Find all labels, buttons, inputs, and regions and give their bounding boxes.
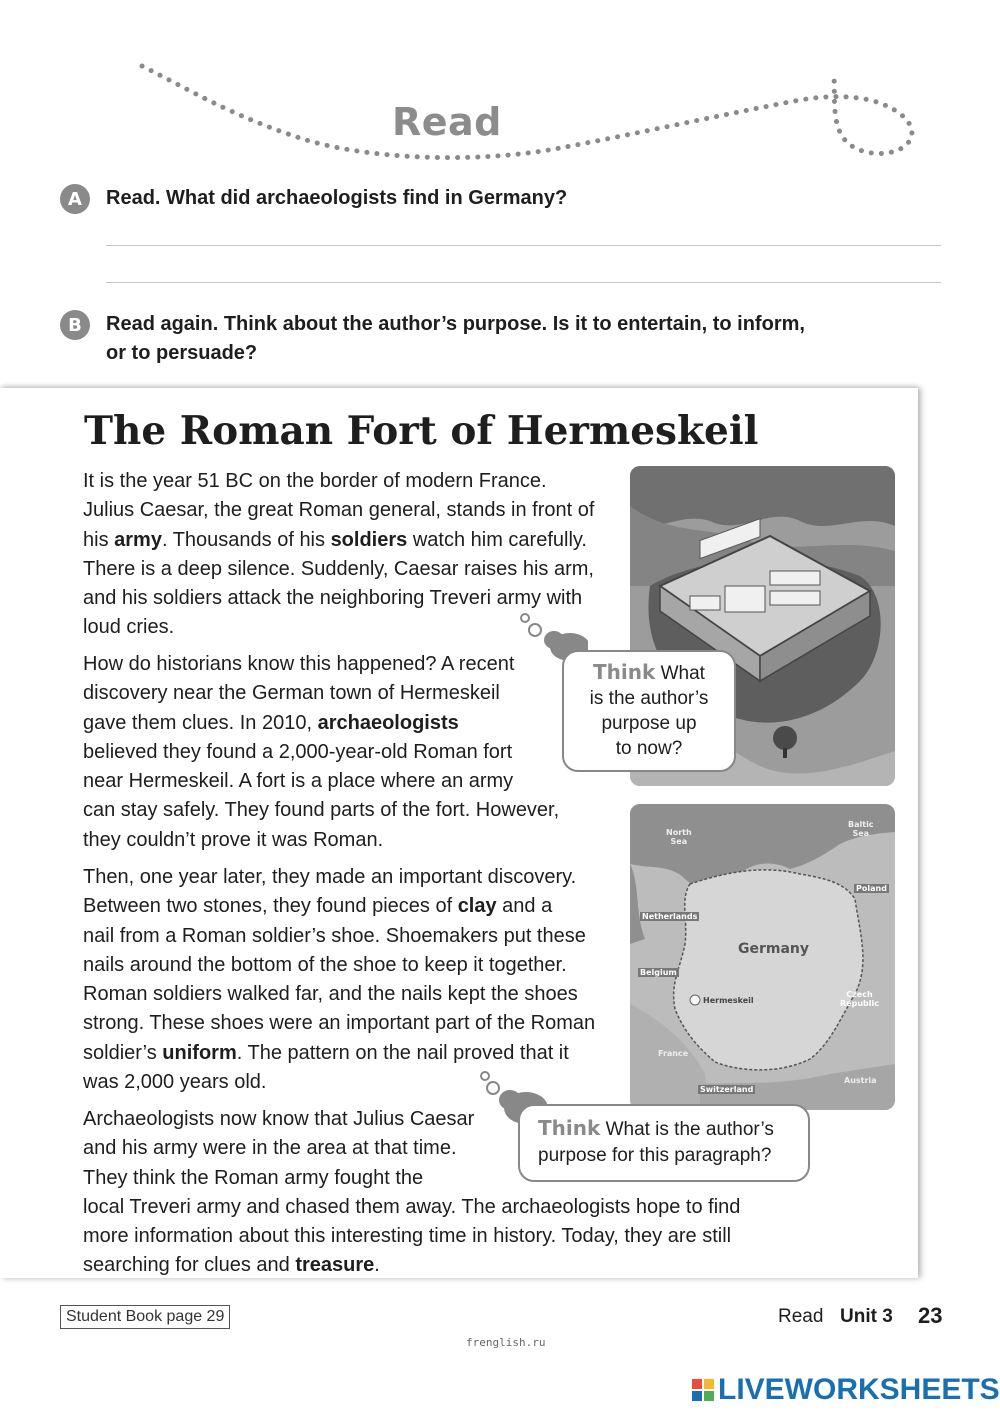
think-1-text: purpose up — [601, 713, 697, 734]
map-label-baltic-sea: Baltic Sea — [848, 820, 874, 838]
footer-section: Read — [778, 1306, 824, 1327]
p4-line: They think the Roman army fought the — [83, 1166, 424, 1189]
vocab-archaeologists: archaeologists — [317, 711, 459, 734]
think-bubble-2 — [518, 1104, 810, 1182]
paragraph-3 — [83, 863, 595, 1097]
source-watermark: frenglish.ru — [466, 1336, 546, 1349]
footer-unit: Unit 3 — [840, 1306, 893, 1327]
map-label-netherlands: Netherlands — [642, 912, 698, 921]
think-1-text: to now? — [615, 738, 683, 759]
map-label-austria: Austria — [844, 1076, 877, 1085]
p2-line: gave them clues. In 2010, archaeologists — [83, 711, 459, 734]
think-1-text: is the author’s — [589, 688, 709, 709]
p1-line: his army. Thousands of his soldiers watch him carefully. — [83, 528, 587, 551]
think-label-2: Think — [538, 1116, 601, 1140]
map-label-poland: Poland — [856, 884, 887, 893]
map-label-germany: Germany — [738, 941, 810, 957]
germany-map — [630, 804, 895, 1110]
map-label-switzerland: Switzerland — [700, 1085, 754, 1094]
p2-line: discovery near the German town of Hermeskeil — [83, 682, 500, 705]
article-title: The Roman Fort of Hermeskeil — [84, 408, 759, 454]
question-a-badge: A — [60, 184, 90, 214]
question-b-badge: B — [60, 310, 90, 340]
vocab-army: army — [114, 528, 162, 551]
map-label-north-sea: North Sea — [666, 828, 692, 846]
map-label-belgium: Belgium — [640, 968, 677, 977]
liveworksheets-logo — [692, 1373, 1000, 1407]
question-b-text — [106, 310, 805, 368]
p2-line: How do historians know this happened? A recent — [83, 653, 515, 675]
vocab-uniform: uniform — [162, 1041, 237, 1064]
question-a-text: Read. What did archaeologists find in Germany? — [106, 187, 568, 209]
p4-line: local Treveri army and chased them away. The archaeologists hope to find — [83, 1195, 741, 1218]
question-b-line-2: or to persuade? — [106, 342, 258, 364]
dotted-path-decoration — [0, 0, 1000, 180]
p3-line: soldier’s uniform. The pattern on the nail proved that it — [83, 1041, 569, 1064]
vocab-treasure: treasure — [295, 1254, 375, 1277]
p3-line: Then, one year later, they made an important discovery. — [83, 866, 577, 888]
think-label-1: Think — [593, 660, 656, 684]
student-book-page-label: Student Book page 29 — [60, 1305, 230, 1329]
think-1-text: What — [660, 663, 705, 684]
answer-line-1[interactable] — [106, 245, 941, 246]
p3-line: nails around the bottom of the shoe to keep it together. — [83, 953, 567, 976]
vocab-soldiers: soldiers — [330, 528, 408, 551]
answer-line-2[interactable] — [106, 282, 941, 283]
think-2-text: What is the author’s — [605, 1119, 774, 1140]
p4-line: and his army were in the area at that time. — [83, 1137, 457, 1160]
p1-line: It is the year 51 BC on the border of modern France. — [83, 470, 547, 492]
think-2-text: purpose for this paragraph? — [538, 1145, 772, 1166]
map-label-czech-republic: Czech Republic — [840, 990, 879, 1008]
p2-line: believed they found a 2,000-year-old Roman fort — [83, 740, 513, 763]
liveworksheets-logo-icon — [692, 1379, 714, 1401]
p2-line: near Hermeskeil. A fort is a place where an army — [83, 770, 514, 793]
p4-line: searching for clues and treasure. — [83, 1254, 380, 1277]
map-label-hermeskeil: Hermeskeil — [703, 996, 754, 1005]
vocab-clay: clay — [457, 895, 497, 918]
p1-line: and his soldiers attack the neighboring Treveri army with — [83, 587, 583, 610]
question-b-line-1: Read again. Think about the author’s purpose. Is it to entertain, to inform, — [106, 313, 805, 335]
think-bubble-1 — [562, 650, 736, 772]
liveworksheets-brand: LIVEWORKSHEETS — [718, 1373, 1000, 1406]
p3-line: strong. These shoes were an important part of the Roman — [83, 1012, 596, 1035]
p2-line: can stay safely. They found parts of the fort. However, — [83, 799, 560, 822]
p1-line: Julius Caesar, the great Roman general, stands in front of — [83, 499, 595, 522]
paragraph-2 — [83, 650, 559, 855]
p3-line: Roman soldiers walked far, and the nails kept the shoes — [83, 983, 578, 1006]
section-title: Read — [392, 100, 502, 144]
p2-line: they couldn’t prove it was Roman. — [83, 828, 384, 851]
p3-line: was 2,000 years old. — [83, 1071, 267, 1094]
p3-line: nail from a Roman soldier’s shoe. Shoemakers put these — [83, 924, 586, 947]
p4-line: more information about this interesting time in history. Today, they are still — [83, 1225, 732, 1248]
p1-line: There is a deep silence. Suddenly, Caesar raises his arm, — [83, 557, 594, 580]
p1-line: loud cries. — [83, 616, 175, 639]
p4-line: Archaeologists now know that Julius Caesar — [83, 1108, 475, 1130]
p3-line: Between two stones, they found pieces of clay and a — [83, 895, 553, 918]
map-label-france: France — [658, 1049, 689, 1058]
page-number: 23 — [918, 1303, 943, 1328]
